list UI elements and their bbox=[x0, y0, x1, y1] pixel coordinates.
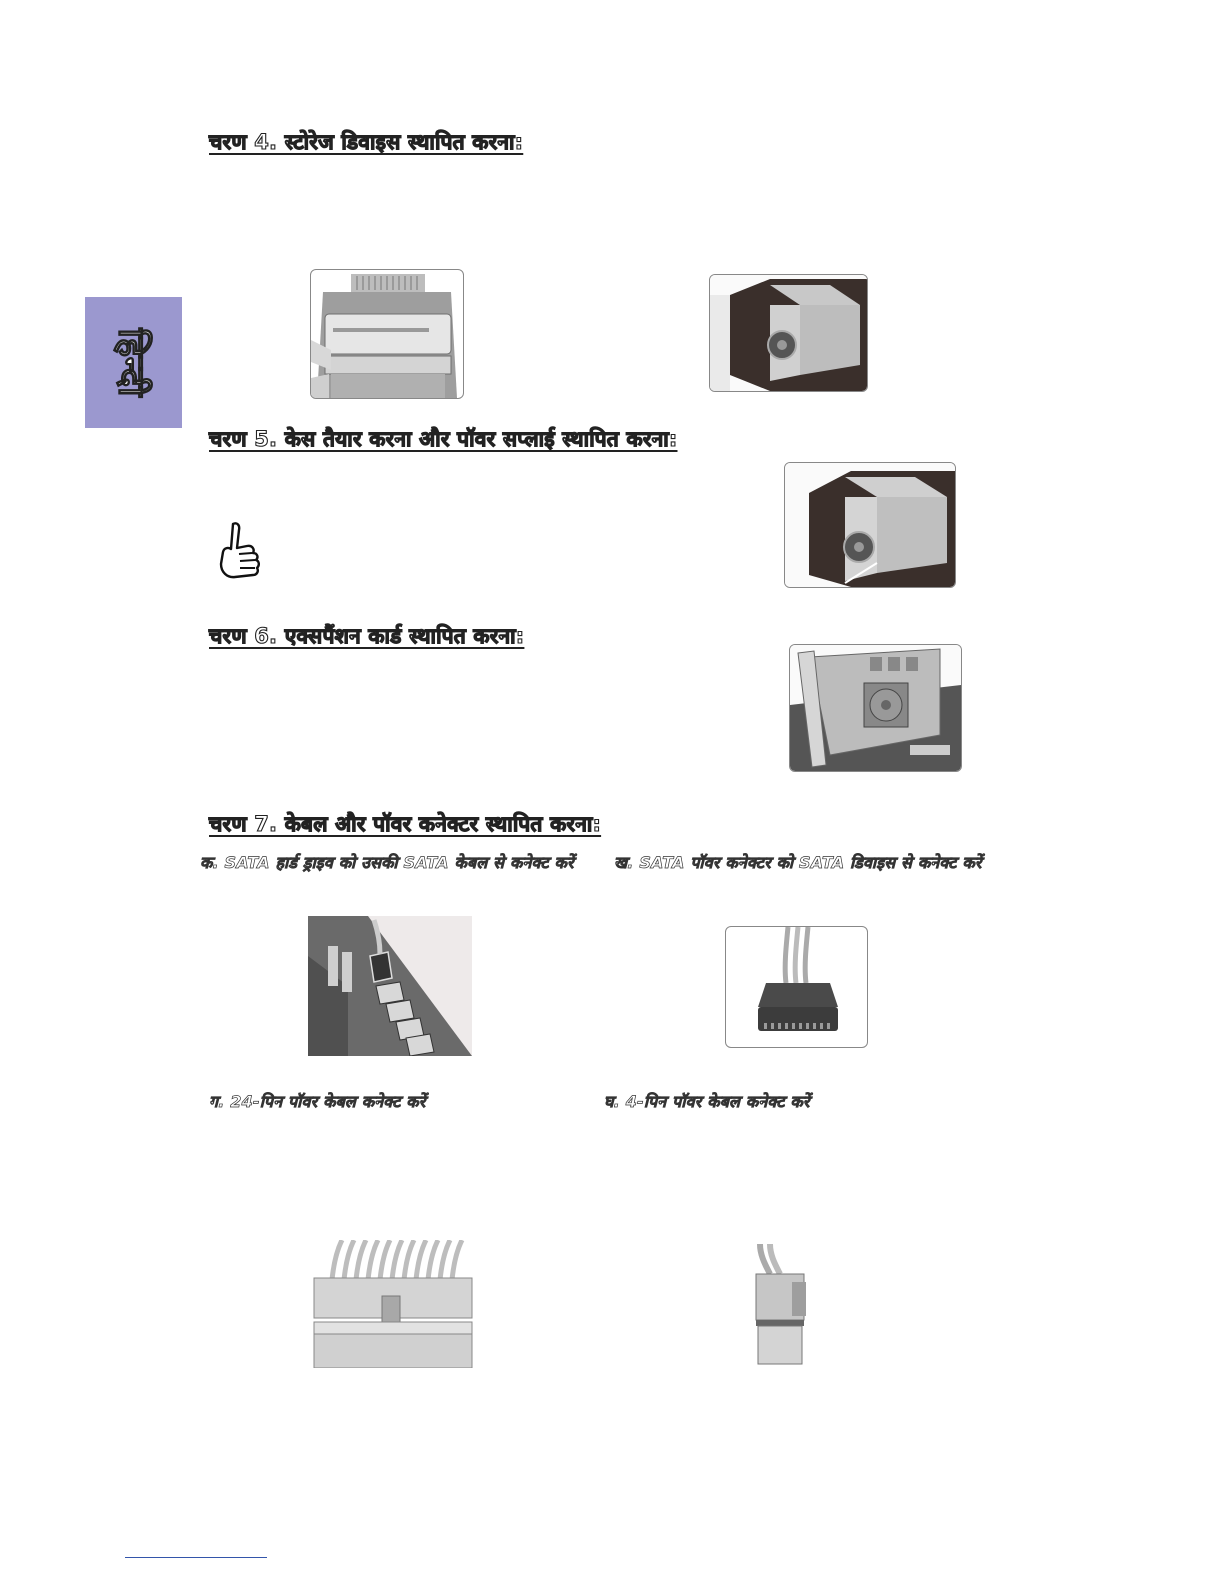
footer-rule bbox=[125, 1557, 267, 1558]
sata-power-connector-image bbox=[725, 926, 868, 1048]
language-tab-label: हिन्दी bbox=[110, 328, 152, 397]
power-supply-install-image bbox=[784, 462, 956, 588]
step7b-caption: ख. SATA पॉवर कनेक्टर को SATA डिवाइस से कनेक्ट करें bbox=[614, 853, 982, 872]
drive-bay-install-image bbox=[709, 274, 868, 392]
step6-heading: चरण 6. एक्सपैंशन कार्ड स्थापित करना: bbox=[209, 624, 525, 648]
pointing-hand-icon bbox=[215, 520, 267, 582]
step7c-caption: ग. 24-पिन पॉवर केबल कनेक्ट करें bbox=[209, 1092, 426, 1111]
4pin-power-connector-image bbox=[748, 1244, 812, 1365]
language-side-tab bbox=[85, 297, 182, 428]
24pin-power-connector-image bbox=[312, 1240, 475, 1368]
step7d-caption: घ. 4-पिन पॉवर केबल कनेक्ट करें bbox=[604, 1092, 810, 1111]
step7-heading: चरण 7. केबल और पॉवर कनेक्टर स्थापित करना: bbox=[209, 812, 602, 836]
sata-cable-connect-image bbox=[308, 916, 472, 1056]
step7a-caption: क. SATA हार्ड ड्राइव को उसकी SATA केबल से कनेक्ट करें bbox=[200, 853, 574, 872]
step5-heading: चरण 5. केस तैयार करना और पॉवर सप्लाई स्थापित करना: bbox=[209, 427, 678, 451]
optical-drive-install-image bbox=[310, 269, 464, 399]
expansion-card-install-image bbox=[789, 644, 962, 772]
step4-heading: चरण 4. स्टोरेज डिवाइस स्थापित करना: bbox=[209, 130, 524, 154]
